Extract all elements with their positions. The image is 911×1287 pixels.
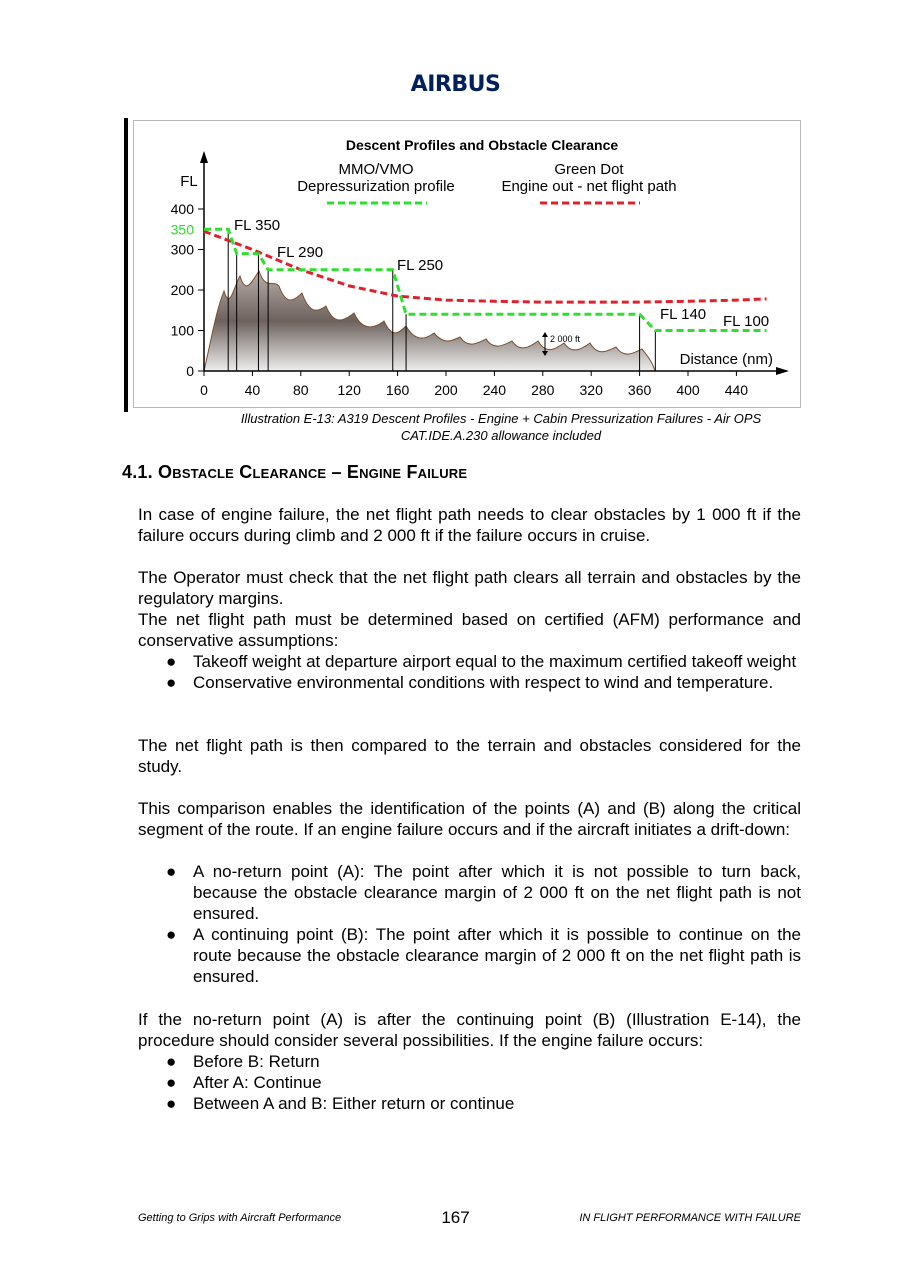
fl-label-350: FL 350 — [234, 217, 281, 234]
x-ticks — [200, 371, 748, 398]
figure-caption — [190, 410, 812, 444]
list-item — [138, 1093, 801, 1114]
bullet-dot: ● — [166, 1094, 177, 1113]
x-tick-label: 160 — [385, 382, 410, 398]
bullet-list-procedure — [138, 1051, 801, 1114]
legend-greendot-line1: Green Dot — [554, 161, 624, 178]
bullet-list-points — [138, 861, 801, 987]
fl-label-140: FL 140 — [660, 306, 707, 323]
y-highlight-tick: 350 — [170, 221, 194, 238]
list-item-text: Takeoff weight at departure airport equal to the maximum certified takeoff weight — [193, 652, 797, 671]
bullet-dot: ● — [166, 1073, 177, 1092]
x-tick-label: 80 — [293, 382, 309, 398]
bullet-dot: ● — [166, 1052, 177, 1071]
legend-mmo-line2: Depressurization profile — [297, 178, 455, 195]
bullet-dot: ● — [166, 925, 177, 944]
y-axis-label: FL — [180, 173, 198, 190]
x-axis-arrow — [776, 367, 789, 375]
terrain-profile — [204, 271, 655, 371]
page-number: 167 — [441, 1208, 470, 1227]
y-tick-label: 200 — [170, 282, 194, 298]
list-item — [138, 672, 801, 693]
list-item — [138, 1072, 801, 1093]
footer-right: IN FLIGHT PERFORMANCE WITH FAILURE — [579, 1212, 801, 1224]
paragraph-1-text: In case of engine failure, the net flight path needs to clear obstacles by 1 000 ft if the failure occurs during climb and 2 000 ft if the failure occurs in cruise. — [138, 505, 801, 545]
list-item — [138, 924, 801, 987]
change-bar — [124, 118, 128, 412]
fl-label-250: FL 250 — [397, 257, 444, 274]
paragraph-6 — [138, 1009, 801, 1051]
list-item — [138, 651, 801, 672]
paragraph-4 — [138, 735, 801, 777]
paragraph-3-text: The net flight path must be determined based on certified (AFM) performance and conservative assumptions: — [138, 610, 801, 650]
x-tick-label: 400 — [676, 382, 700, 398]
list-item — [138, 861, 801, 924]
x-tick-label: 200 — [434, 382, 458, 398]
y-tick-label: 100 — [170, 322, 194, 339]
x-tick-label: 40 — [244, 382, 261, 398]
list-item-text: Conservative environmental conditions with respect to wind and temperature. — [193, 673, 774, 692]
x-tick-label: 0 — [200, 382, 208, 398]
list-item-text: A no-return point (A): The point after which it is not possible to turn back, because the obstacle clearance margin of 2 000 ft on the net flight path is not ensured. — [193, 862, 801, 923]
list-item-text: After A: Continue — [193, 1073, 322, 1092]
x-tick-label: 280 — [531, 382, 555, 398]
airbus-logo: AIRBUS — [410, 72, 501, 97]
list-item-text: Before B: Return — [193, 1052, 320, 1071]
x-axis-label: Distance (nm) — [679, 351, 773, 368]
x-tick-label: 360 — [627, 382, 652, 398]
legend-mmo-line1: MMO/VMO — [338, 161, 414, 178]
list-item-text: A continuing point (B): The point after which it is possible to continue on the route because the obstacle clearance margin of 2 000 ft on the net flight path is ensured. — [193, 925, 801, 986]
chart-title: Descent Profiles and Obstacle Clearance — [345, 137, 619, 153]
descent-profile-chart — [134, 121, 800, 407]
bullet-list-assumptions — [138, 651, 801, 693]
paragraph-5-text: This comparison enables the identification of the points (A) and (B) along the critical segment of the route. If an engine failure occurs and if the aircraft initiates a drift-down: — [138, 799, 801, 839]
paragraph-1 — [138, 504, 801, 546]
fl-label-100: FL 100 — [723, 313, 770, 330]
paragraph-5 — [138, 798, 801, 840]
fl-label-290: FL 290 — [277, 244, 324, 261]
bullet-dot: ● — [166, 673, 177, 692]
descent-profile-figure — [133, 120, 801, 408]
y-tick-label: 0 — [186, 363, 194, 379]
clearance-label: 2 000 ft — [550, 334, 581, 344]
paragraph-4-text: The net flight path is then compared to the terrain and obstacles considered for the study. — [138, 736, 801, 776]
x-tick-label: 440 — [724, 382, 749, 398]
y-axis-arrow — [200, 151, 208, 163]
caption-line-1: Illustration E-13: A319 Descent Profiles - Engine + Cabin Pressurization Failures - Air OPS — [240, 411, 762, 426]
section-title: 4.1. Obstacle Clearance – Engine Failure — [122, 462, 468, 482]
paragraph-2 — [138, 567, 801, 651]
y-tick-label: 400 — [170, 201, 194, 217]
list-item-text: Between A and B: Either return or continue — [193, 1094, 515, 1113]
footer-left: Getting to Grips with Aircraft Performance — [138, 1212, 342, 1224]
paragraph-2-text: The Operator must check that the net flight path clears all terrain and obstacles by the regulatory margins. — [138, 568, 801, 608]
x-tick-label: 120 — [337, 382, 361, 398]
bullet-dot: ● — [166, 652, 177, 671]
y-tick-label: 300 — [170, 241, 194, 258]
legend-greendot-line2: Engine out - net flight path — [501, 178, 677, 195]
series-green-dot-net-flight-path — [204, 231, 767, 302]
list-item — [138, 1051, 801, 1072]
bullet-dot: ● — [166, 862, 177, 881]
paragraph-6-text: If the no-return point (A) is after the continuing point (B) (Illustration E-14), the procedure should consider several possibilities. If the engine failure occurs: — [138, 1010, 801, 1050]
x-tick-label: 320 — [579, 382, 603, 398]
clearance-arrow-up — [542, 332, 548, 337]
caption-line-2: CAT.IDE.A.230 allowance included — [400, 428, 602, 443]
x-tick-label: 240 — [482, 382, 507, 398]
